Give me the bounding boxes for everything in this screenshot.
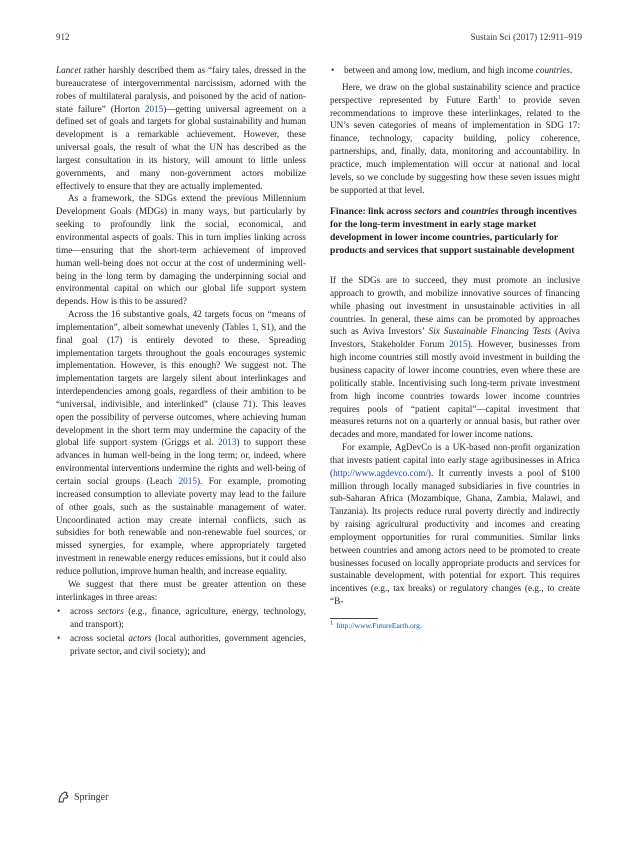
citation-link[interactable]: 2015 [178,476,197,486]
right-column [330,64,580,631]
footnote-marker[interactable]: 1 [497,94,501,101]
paragraph: Here, we draw on the global sustainability science and practice perspective represented by Future Earth$^1$ to provide seven recommendations to improve these interlinkages, related to the UN’s seven categories of means of implementation in SDG 17: finance, technology, capacity building, policy coherence, partnerships, and, finally, data, monitoring and accountability. In practice, much implementation will occur at national and local levels, so we conclude by suggesting how these seven issues might be supported at that level. [330,81,580,195]
list-item: • across societal actors (local authorities, government agencies, private sector, and civil society); and [57,633,306,656]
springer-horse-icon [56,790,70,804]
paragraph: For example, AgDevCo is a UK-based non-profit organization that invests patient capital into early stage agribusinesses in Africa (http://www.agdevco.com/). It currently invests a pool of $100 million through locally managed subsidiaries in five countries in sub-Saharan Africa (Mozambique, Ghana, Zambia, Malawi, and Tanzania). Its projects reduce rural poverty directly and indirectly by raising agricultural productivity and incomes and creating employment opportunities for rural communities. Similar links between countries and among actors need to be promoted to create businesses focused on locally appropriate products and services for sustainable development, with potential for export. This requires incentives (e.g., tax breaks) or regulatory changes (e.g., to create “B- [330,442,580,607]
footnote-divider [330,618,378,619]
citation-link[interactable]: 2015 [144,103,164,114]
list-item: • between and among low, medium, and high income countries. [331,65,573,75]
running-header [56,32,582,46]
journal-name: Lancet [56,65,82,75]
paragraph: If the SDGs are to succeed, they must promote an inclusive approach to growth, and mobilize innovative sources of financing while phasing out investment in unsustainable activities in all countries. In general, these aims can be promoted by approaches such as Aviva Investors’ Six Sustainable Financing Tests (Aviva Investors, Stakeholder Forum 2015). However, businesses from high income countries still mostly avoid investment in building the business capacity of lower income countries, even where these are politically stable. Incentivising such long-term private investment from high income countries towards lower income countries requires pools of “patient capital”—capital investment that measures returns not on a quarterly or annual basis, but rather over decades and more, mandated for lower income nations. [330,275,580,440]
publisher-footer [56,788,108,806]
paragraph: Across the 16 substantive goals, 42 targets focus on “means of implementation”, albeit somewhat unevenly (Tables 1, S1), and the final goal (17) is entirely devoted to these. Spreading implementation targets throughout the goals encourages systemic implementation. However, is this enough? We suggest not. The implementation targets are largely silent about interlinkages and interdependencies among goals, regardless of their ambition to be “universal, indivisible, and interlinked” (clause 71). This leaves open the possibility of perverse outcomes, where achieving human development in the short term may undermine the capacity of the global life support system (Griggs et al. 2013) to support these advances in human well-being in the long term; or, indeed, where environmental interventions undermine the rights and well-being of certain social groups (Leach 2015). For example, promoting increased consumption to alleviate poverty may lead to the failure of other goals, such as the sustainable management of water. Uncoordinated action may create internal conflicts, such as subsidies for both renewable and non-renewable fuel sources, or missed synergies, for example, where appropriately targeted investment in renewable energy reduces emissions, but it could also reduce pollution, improve human health, and increase equality. [56,309,306,576]
agdevco-link[interactable]: http://www.agdevco.com/ [333,467,428,478]
bullet-icon: • [57,633,61,644]
citation-link[interactable]: 2015 [449,339,468,350]
list-item: • across sectors (e.g., finance, agriculture, energy, technology, and transport); [57,606,307,630]
bullet-list [56,605,306,657]
page-number: 912 [56,32,70,42]
bullet-icon: • [331,65,335,75]
paragraph: We suggest that there must be greater attention on these interlinkages in three areas: [56,578,306,602]
citation-link[interactable]: 2013 [218,437,237,448]
paragraph: As a framework, the SDGs extend the previous Millennium Development Goals (MDGs) in many ways, but particularly by seeking to profoundly link the social, economical, and environmental aspects of goals. This in turn implies linking across time—ensuring that the short-term achievement of improved human well-being does not occur at the cost of undermining well-being in the long term by damaging the underpinning social and environmental capital on which our global life support system depends. How is this to be assured? [56,193,306,307]
publisher-name: Springer [74,791,109,803]
left-column [56,64,306,659]
footnote-link[interactable]: http://www.FutureEarth.org. [336,621,422,630]
journal-citation: Sustain Sci (2017) 12:911–919 [470,32,582,42]
table-link[interactable]: 1 [251,321,257,332]
footnote: $^1$ http://www.FutureEarth.org. [330,620,422,630]
bullet-icon: • [57,606,61,617]
bullet-list [330,64,580,77]
section-heading: Finance: link across sectors and countries through incentives for the long-term investment in early stage market development in lower income countries, particularly for products and services that support sustainable development [330,206,577,257]
paragraph: Lancet rather harshly described them as “fairy tales, dressed in the bureaucratese of intergovernmental narcissism, adorned with the robes of multilateral paralysis, and poisoned by the acid of nation-state failure” (Horton 2015)—getting universal agreement on a defined set of goals and targets for global sustainability and human development is a remarkable achievement. However, these universal goals, the result of what the UN has described as the largest consultation in its history, will amount to little unless governments, and many non-government actors mobilize effectively to ensure that they are actually implemented. [56,65,306,191]
